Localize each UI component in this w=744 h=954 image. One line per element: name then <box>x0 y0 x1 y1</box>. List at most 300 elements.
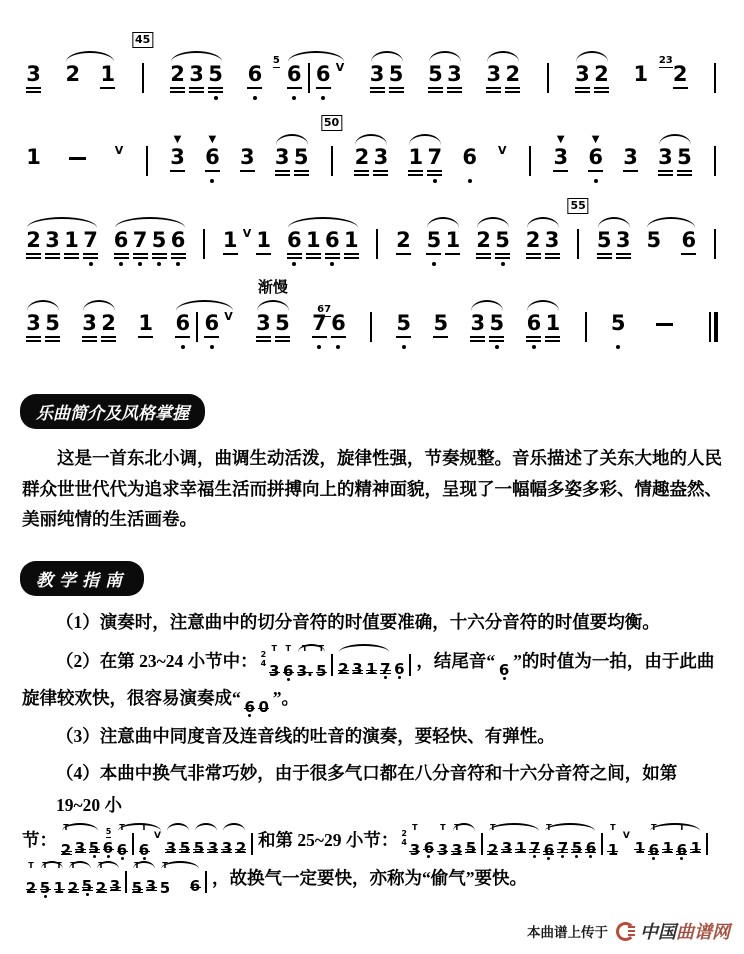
guide-section <box>0 561 744 898</box>
note <box>514 823 528 859</box>
note <box>586 133 605 184</box>
note-digit: 3 <box>623 145 638 169</box>
octave-dot <box>253 96 257 100</box>
note <box>272 50 304 101</box>
note <box>528 823 542 859</box>
note-digit: 5 <box>159 879 171 898</box>
guide-item <box>0 757 744 898</box>
music-snippet <box>59 823 256 861</box>
note-digit: 2 <box>235 839 247 858</box>
beam-line <box>45 340 60 342</box>
note-digit: 7 <box>83 228 98 252</box>
note-body <box>114 229 129 251</box>
beam-lines <box>428 85 443 94</box>
beam-line <box>114 253 129 255</box>
octave-dot-row <box>532 343 536 350</box>
slurred-note-group <box>273 133 311 184</box>
music-note-icon <box>616 922 635 941</box>
note <box>295 644 314 682</box>
note-body <box>465 831 477 858</box>
note-digit: 6 <box>543 841 555 860</box>
note-digit: 5 <box>426 228 442 252</box>
slurred-note-group <box>484 50 522 101</box>
note <box>24 216 43 267</box>
beam-lines <box>138 334 153 343</box>
beam-lines <box>171 251 186 260</box>
note <box>503 50 522 101</box>
guide-text: 旋律较欢快，很容易演奏成“ <box>22 688 241 709</box>
note-body <box>244 690 255 717</box>
beam-line <box>344 253 359 255</box>
beam-line <box>26 87 41 89</box>
note-group <box>122 861 130 893</box>
note-digit: 5 <box>596 228 612 252</box>
note <box>203 133 222 184</box>
note-body <box>258 690 269 717</box>
note <box>192 823 206 859</box>
note-group <box>646 299 683 326</box>
octave-dot-row <box>138 260 142 267</box>
note-body <box>607 833 619 860</box>
beam-line <box>45 257 60 259</box>
note-digit: 6 <box>331 311 346 335</box>
note-digit: 1 <box>445 228 461 252</box>
beam-line <box>287 253 302 255</box>
note-digit: 6 <box>286 62 302 86</box>
octave-dot-row <box>468 177 472 184</box>
note-digit: 3 <box>239 145 255 169</box>
beam-line <box>489 340 504 342</box>
barline <box>714 146 716 176</box>
time-signature <box>261 651 267 669</box>
note-digit: 5 <box>316 662 327 681</box>
note-body <box>26 63 41 85</box>
beam-lines <box>396 251 411 260</box>
note-body <box>585 831 597 858</box>
beam-line <box>658 170 673 172</box>
note-digit: 5 <box>208 62 223 86</box>
slurred-note-group <box>24 216 100 267</box>
note-group <box>408 823 422 861</box>
note-group <box>243 682 271 718</box>
brand-name-rest: 曲谱网 <box>676 922 730 942</box>
octave-dot-row <box>501 260 505 267</box>
note-digit: 3 <box>221 839 233 858</box>
time-signature-digit: 2 <box>401 829 407 839</box>
beam-lines <box>495 251 510 260</box>
slurred-note-group <box>254 280 292 350</box>
note-digit: 6 <box>116 841 128 860</box>
slurred-note-group <box>336 644 392 680</box>
beam-lines <box>489 334 504 343</box>
beam-lines <box>623 168 638 177</box>
beam-line <box>256 336 271 338</box>
note <box>647 823 661 861</box>
note <box>169 216 188 267</box>
note-body <box>138 833 150 860</box>
octave-dot <box>616 345 620 349</box>
note <box>445 50 464 101</box>
slurred-note-group <box>105 823 164 861</box>
beam-lines <box>133 251 148 260</box>
note-digit: 6 <box>681 228 697 252</box>
note-digit: 6 <box>282 662 294 681</box>
barline <box>146 146 148 176</box>
slurred-note-group <box>272 50 348 101</box>
breath-mark: V <box>154 831 161 842</box>
slurred-note-group <box>573 50 611 101</box>
note <box>164 823 178 859</box>
note-body <box>82 312 97 334</box>
note <box>317 299 348 350</box>
note <box>679 216 698 267</box>
note <box>460 133 479 184</box>
note <box>443 216 462 267</box>
beam-line <box>505 87 520 89</box>
beam-lines <box>616 251 631 260</box>
note-body <box>53 871 65 898</box>
note-body <box>389 63 404 85</box>
note <box>221 216 240 267</box>
note-body <box>256 312 271 334</box>
note-digit: 5 <box>45 311 60 335</box>
note <box>178 823 192 859</box>
beam-line <box>133 257 148 259</box>
note <box>323 216 342 267</box>
guide-line <box>22 859 722 897</box>
beam-line <box>316 87 331 89</box>
beam-lines <box>447 85 462 94</box>
note-digit: 7 <box>380 660 391 679</box>
note-body <box>256 229 271 251</box>
note <box>168 50 187 101</box>
note-body <box>623 146 638 168</box>
note-body <box>681 229 696 251</box>
note <box>254 299 273 350</box>
slurred-note-group <box>80 299 118 350</box>
guide-text: ，结尾音“ <box>416 651 496 672</box>
note-group <box>372 216 382 259</box>
note-digit: 3 <box>109 877 121 896</box>
note-digit: 1 <box>366 660 377 679</box>
beam-lines <box>545 251 560 260</box>
note-digit: 2 <box>95 879 107 898</box>
beam-line <box>275 170 290 172</box>
slurred-note-group <box>130 861 158 899</box>
slurred-note-group <box>38 861 66 899</box>
note-digit: 1 <box>26 145 41 169</box>
beam-line <box>594 87 609 89</box>
note <box>350 644 364 680</box>
beam-lines <box>240 168 255 177</box>
note-group <box>394 299 413 350</box>
note-body <box>633 63 648 85</box>
beam-line <box>370 91 385 93</box>
guide-item <box>0 720 744 752</box>
articulation-mark: T <box>610 823 616 833</box>
octave-dot <box>214 96 218 100</box>
note <box>394 216 413 267</box>
breath-mark: V <box>622 831 630 842</box>
beam-lines <box>306 251 321 260</box>
note <box>551 133 570 184</box>
note <box>543 299 562 350</box>
articulation-mark: T <box>119 823 125 833</box>
note-digit: 1 <box>138 311 153 335</box>
beam-line <box>170 91 185 93</box>
articulation-mark: T <box>28 861 34 871</box>
note <box>436 823 450 861</box>
note <box>394 299 413 350</box>
note-body <box>646 229 661 251</box>
barline <box>370 312 372 342</box>
note-digit: 6 <box>526 311 542 335</box>
note-digit: 3 <box>256 311 271 335</box>
note-body <box>95 871 107 898</box>
note-body <box>83 229 98 251</box>
beam-line <box>677 174 692 176</box>
note-group <box>112 133 127 157</box>
octave-dot <box>336 345 340 349</box>
note-digit: 0 <box>258 698 269 717</box>
beam-lines <box>373 168 388 177</box>
octave-dot <box>433 179 437 183</box>
note <box>105 823 129 861</box>
note-body <box>275 146 290 168</box>
grace-notes: 5 <box>272 55 280 66</box>
note-digit: 5 <box>39 879 51 898</box>
note-body <box>171 229 186 251</box>
note-body <box>498 653 510 680</box>
beam-line <box>171 257 186 259</box>
beam-line <box>594 91 609 93</box>
beam-line <box>138 336 153 338</box>
note-body <box>486 63 501 85</box>
note-digit: 2 <box>476 228 491 252</box>
note <box>464 823 478 859</box>
note-digit: 2 <box>170 62 185 86</box>
note <box>94 861 108 899</box>
beam-line <box>588 170 603 172</box>
note <box>52 861 66 899</box>
octave-dot-row <box>402 343 406 350</box>
slurred-note-group <box>66 861 94 899</box>
note-digit: 3 <box>658 145 673 169</box>
octave-dot-row <box>181 343 185 350</box>
note-digit: 6 <box>585 839 597 858</box>
note-group <box>710 216 720 259</box>
note-body <box>316 654 327 681</box>
beam-line <box>354 170 369 172</box>
beam-lines <box>486 85 501 94</box>
slurred-note-group <box>192 823 220 859</box>
octave-dot-row <box>89 260 93 267</box>
note-digit: 5 <box>293 145 309 169</box>
note-digit: 5 <box>571 839 583 858</box>
articulation-mark: T <box>412 823 418 833</box>
note-body <box>658 55 688 86</box>
barline <box>409 654 411 676</box>
articulation-mark: T <box>454 823 460 833</box>
note <box>273 133 292 184</box>
note-digit: 5 <box>275 311 290 335</box>
note-digit: 1 <box>515 839 527 858</box>
barline <box>251 833 253 855</box>
note-body <box>235 831 247 858</box>
note-body <box>616 229 631 251</box>
beam-line <box>389 87 404 89</box>
octave-dot <box>495 345 499 349</box>
beam-lines <box>553 168 568 177</box>
guide-text: （2）在第 23~24 小节中： <box>56 651 258 672</box>
note-digit: 3 <box>369 62 385 86</box>
music-snippet <box>497 645 511 681</box>
note-group <box>267 644 281 682</box>
note-body <box>268 654 280 681</box>
beam-line <box>306 253 321 255</box>
beam-line <box>208 91 223 93</box>
beam-lines <box>633 85 648 94</box>
beam-line <box>370 87 385 89</box>
note-body <box>189 63 204 85</box>
note-body <box>275 312 290 334</box>
guide-line <box>22 757 722 822</box>
note-digit: 1 <box>633 62 649 86</box>
note-body <box>352 652 363 679</box>
beam-line <box>373 174 388 176</box>
note-digit: 3 <box>82 311 97 335</box>
beam-line <box>486 91 501 93</box>
note-body <box>179 831 191 858</box>
note-body <box>366 652 377 679</box>
site-logo <box>616 918 730 944</box>
slurred-note-group <box>368 50 406 101</box>
note-digit: 2 <box>354 145 370 169</box>
note <box>80 299 99 350</box>
note-body <box>487 833 499 860</box>
note <box>158 861 172 899</box>
beam-lines <box>408 168 423 177</box>
beam-lines <box>247 85 262 94</box>
beam-line <box>476 257 491 259</box>
measure-number: 55 <box>567 198 588 214</box>
beam-line <box>470 336 485 338</box>
note-body <box>170 146 185 168</box>
barline <box>714 229 716 259</box>
note-digit: 7 <box>312 311 327 335</box>
note-digit: 6 <box>423 839 435 858</box>
note <box>131 216 150 267</box>
note-group <box>394 216 413 267</box>
note <box>644 216 663 267</box>
beam-lines <box>597 251 612 260</box>
beam-line <box>396 336 411 338</box>
grace-notes: 5 <box>105 827 112 837</box>
guide-text: （1）演奏时，注意曲中的切分音符的时值要准确，十六分音符的时值要均衡。 <box>56 611 660 632</box>
beam-lines <box>64 251 79 260</box>
note-digit: 7 <box>132 228 148 252</box>
note-group <box>460 133 479 184</box>
octave-dot-row <box>214 94 218 101</box>
note-group <box>436 823 450 861</box>
note <box>592 50 611 101</box>
note-digit: 6 <box>204 311 220 335</box>
music-snippet <box>260 644 415 682</box>
note-body <box>204 312 219 334</box>
note-digit: 7 <box>427 145 443 169</box>
music-line <box>20 109 724 192</box>
note-digit: 5 <box>677 145 692 169</box>
octave-dot <box>317 345 321 349</box>
note <box>378 644 392 680</box>
note-body <box>170 63 185 85</box>
note-body <box>451 833 463 860</box>
note-body <box>81 869 93 896</box>
beam-lines <box>275 334 290 343</box>
note-digit: 5 <box>193 839 205 858</box>
beam-line <box>100 87 115 89</box>
guide-line <box>22 720 722 752</box>
note-body <box>282 654 294 681</box>
note <box>130 861 144 899</box>
beam-line <box>486 87 501 89</box>
beam-lines <box>26 168 41 177</box>
note <box>66 861 80 899</box>
note-body <box>545 229 560 251</box>
note-body <box>25 871 37 898</box>
articulation-mark: T <box>63 823 69 833</box>
beam-lines <box>26 85 41 94</box>
beam-line <box>526 336 541 338</box>
slurred-note-group <box>524 299 562 350</box>
note-group <box>24 861 38 899</box>
note-digit: 1 <box>100 62 116 86</box>
slurred-note-group <box>647 823 703 861</box>
note-digit: 6 <box>175 311 191 335</box>
note <box>392 644 406 680</box>
octave-dot-row <box>292 94 296 101</box>
beam-lines <box>312 334 327 343</box>
note-digit: 5 <box>428 62 443 86</box>
articulation-mark: T <box>134 861 140 871</box>
beam-line <box>171 253 186 255</box>
octave-dot <box>594 179 598 183</box>
note-body <box>287 229 302 251</box>
note-digit: 1 <box>690 839 702 858</box>
beam-line <box>489 336 504 338</box>
beam-lines <box>462 168 477 177</box>
slurred-note-group <box>295 644 328 682</box>
note-group <box>199 216 209 259</box>
guide-section-label: 教学指南 <box>20 561 144 596</box>
barline <box>481 833 483 855</box>
beam-line <box>526 340 541 342</box>
note <box>168 133 187 184</box>
beam-lines <box>396 334 411 343</box>
brand-name-cn: 中国 <box>640 922 676 942</box>
beam-line <box>331 336 346 338</box>
note-group <box>658 50 690 101</box>
breath-mark: V <box>114 144 124 157</box>
note-body <box>471 312 486 334</box>
note-body <box>109 869 121 896</box>
music-snippet <box>24 861 210 899</box>
note-body <box>676 833 688 860</box>
note <box>314 50 333 101</box>
music-snippet <box>243 682 271 718</box>
note-digit: 7 <box>557 839 569 858</box>
note-digit: 1 <box>662 839 674 858</box>
